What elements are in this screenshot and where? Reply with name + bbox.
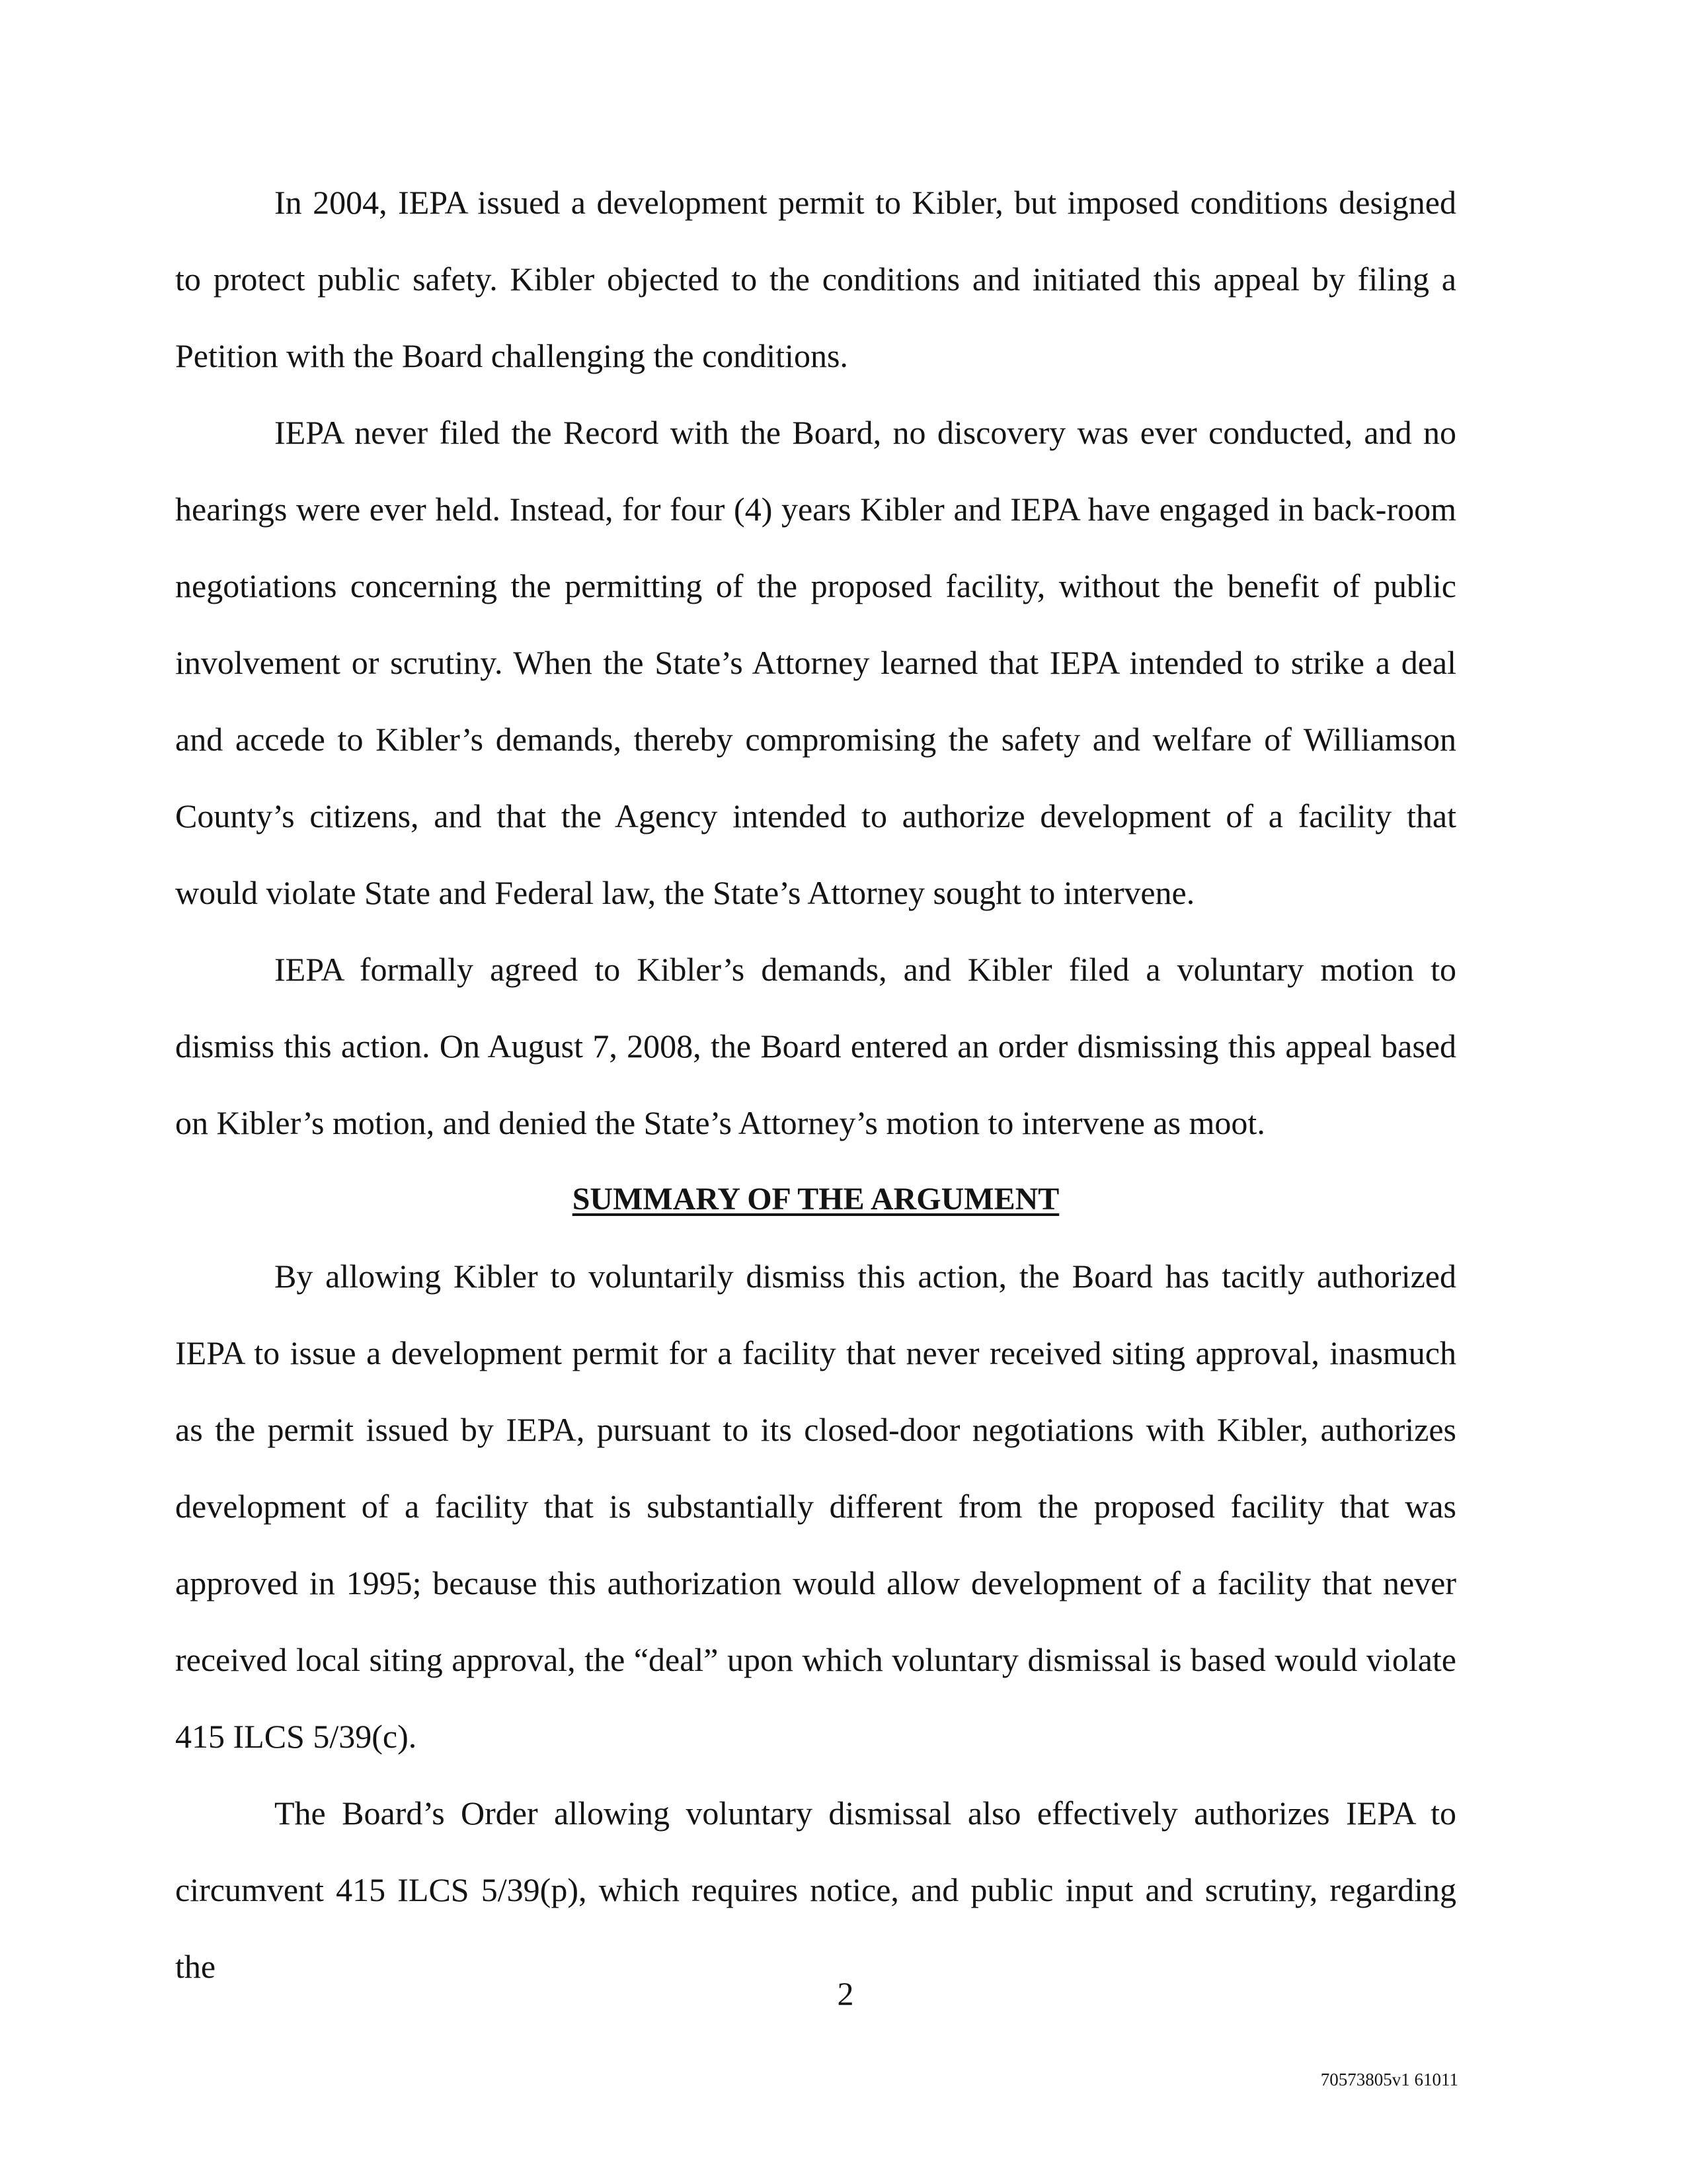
paragraph-argument-notice: The Board’s Order allowing voluntary dismissal also effectively authorizes IEPA to circumvent 415 ILCS 5/39(p), which requires notice, and public input and scrutiny, regarding the xyxy=(175,1795,1456,1985)
paragraph-argument-siting: By allowing Kibler to voluntarily dismiss this action, the Board has tacitly authorized IEPA to issue a development permit for a facility that never received siting approval, inasmuch as the permit issued by IEPA, pursuant to its closed-door negotiations with Kibler, authorizes development of a facility that is substantially different from the proposed facility that was approved in 1995; because this authorization would allow development of a facility that never received local siting approval, the “deal” upon which voluntary dismissal is based would violate 415 ILCS 5/39(c). xyxy=(175,1258,1456,1755)
section-heading: SUMMARY OF THE ARGUMENT xyxy=(572,1182,1060,1217)
paragraph-negotiations: IEPA never filed the Record with the Board, no discovery was ever conducted, and no hearings were ever held. Instead, for four (4) years Kibler and IEPA have engaged in back-room negotiations concerning the permitting of the proposed facility, without the benefit of public involvement or scrutiny. When the State’s Attorney learned that IEPA intended to strike a deal and accede to Kibler’s demands, thereby compromising the safety and welfare of Williamson County’s citizens, and that the Agency intended to authorize development of a facility that would violate State and Federal law, the State’s Attorney sought to intervene. xyxy=(175,414,1456,911)
document-id: 70573805v1 61011 xyxy=(1320,2070,1458,2089)
paragraph-dismissal: IEPA formally agreed to Kibler’s demands, and Kibler filed a voluntary motion to dismiss this action. On August 7, 2008, the Board entered an order dismissing this appeal based on Kibler’s motion, and denied the State’s Attorney’s motion to intervene as moot. xyxy=(175,951,1456,1141)
document-body xyxy=(175,164,1456,2005)
paragraph-permit-history: In 2004, IEPA issued a development permit to Kibler, but imposed conditions designed to protect public safety. Kibler objected to the conditions and initiated this appeal by filing a Petition with the Board challenging the conditions. xyxy=(175,184,1456,374)
page-number: 2 xyxy=(837,1975,854,2012)
